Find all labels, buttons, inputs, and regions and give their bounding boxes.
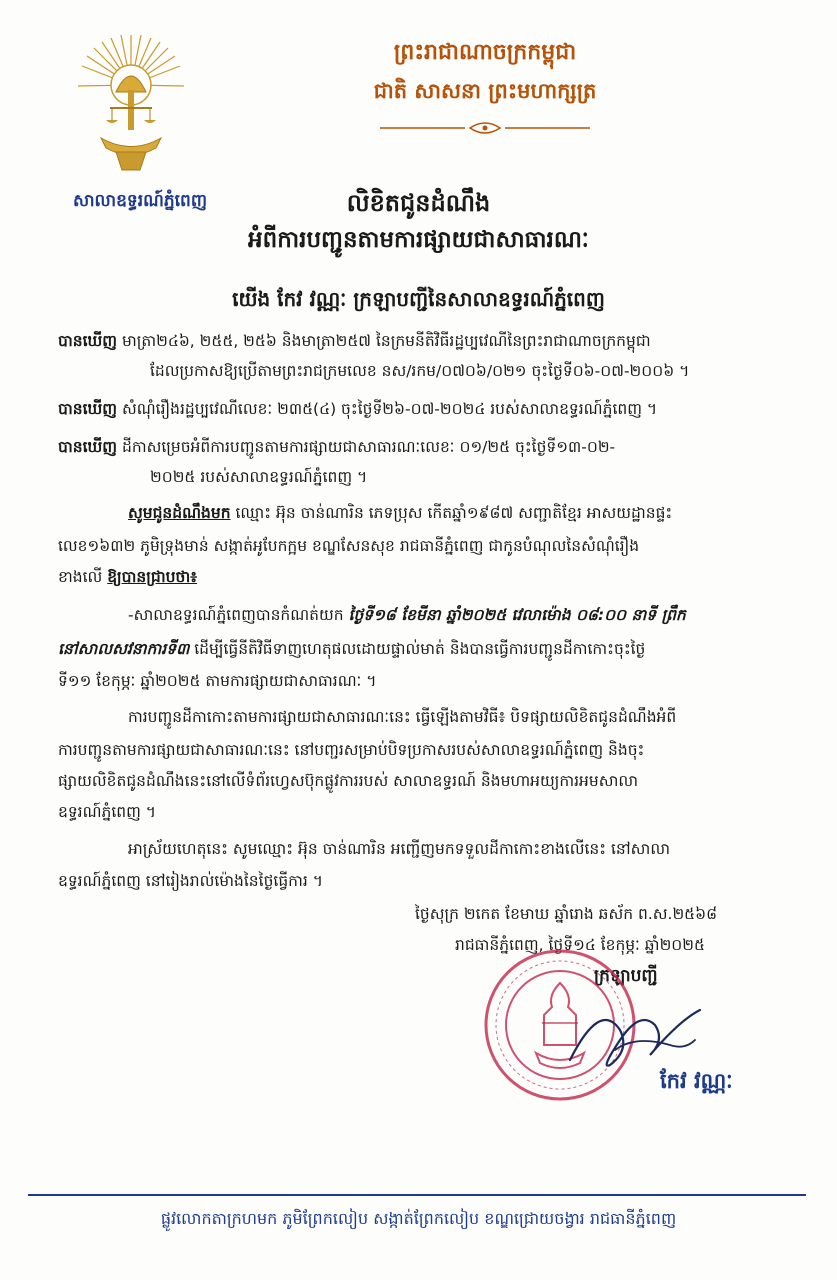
consideration-text: មាត្រា២៤៦, ២៥៥, ២៥៦ និងមាត្រា២៥៧ នៃក្រមនីតិវិធីរដ្ឋប្បវេណីនៃព្រះរាជាណាចក្រកម្ពុជា <box>121 332 651 350</box>
court-name: សាលាឧទ្ធរណ៍ភ្នំពេញ <box>72 191 208 211</box>
kingdom-heading: ព្រះរាជាណាចក្រកម្ពុជា <box>393 40 577 65</box>
notice-lead: សូមជូនដំណឹងមក <box>128 504 231 522</box>
consideration-text: សំណុំរឿងរដ្ឋប្បវេណីលេខៈ ២៣៥(៤) ចុះថ្ងៃទី២៦-០៧-២០២៤ របស់សាលាឧទ្ធរណ៍ភ្នំពេញ ។ <box>121 400 658 418</box>
consideration-lead: បានឃើញ <box>58 400 118 418</box>
closing-line-1: អាស្រ័យហេតុនេះ សូមឈ្មោះ អ៊ុន ចាន់ណារិន អញ្ជើញមកទទួលដីកាកោះខាងលើនេះ នៅសាលា <box>128 840 671 858</box>
notice-emphasis: ឱ្យបានជ្រាបថា៖ <box>107 568 198 586</box>
hearing-line-1 <box>128 604 686 627</box>
publication-line-1: ការបញ្ជូនដីកាកោះតាមការផ្សាយជាសាធារណៈនេះ ធ្វើឡើងតាមវិធី៖ បិទផ្សាយលិខិតជូនដំណឹងអំពី <box>128 708 677 726</box>
publication-line-4: ឧទ្ធរណ៍ភ្នំពេញ ។ <box>58 803 157 821</box>
notice-line-1 <box>128 502 672 525</box>
consideration-text: ដីកាសម្រេចអំពីការបញ្ជូនតាមការផ្សាយជាសាធារណៈលេខៈ ០១/២៥ ចុះថ្ងៃទី១៣-០២- <box>121 438 616 456</box>
handwritten-signature <box>560 990 710 1080</box>
justice-emblem-icon <box>76 30 186 180</box>
issuer-line: យើង កែវ វណ្ណៈ ក្រឡាបញ្ជីនៃសាលាឧទ្ធរណ៍ភ្នំពេញ <box>232 287 605 311</box>
hearing-text: -សាលាឧទ្ធរណ៍ភ្នំពេញបានកំណត់យក <box>128 606 349 624</box>
hearing-line-2 <box>58 638 645 661</box>
notice-text: ខាងលើ <box>58 568 108 586</box>
hearing-datetime: ថ្ងៃទី១៨ ខែមីនា ឆ្នាំ២០២៥ វេលាម៉ោង ០៨:០០ នាទី ព្រឹក <box>348 606 686 624</box>
document-subtitle: អំពីការបញ្ជូនតាមការផ្សាយជាសាធារណៈ <box>248 227 589 253</box>
footer-address: ផ្លូវលោកតាក្រហមក ភូមិព្រែកលៀប សង្កាត់ព្រែកលៀប ខណ្ឌជ្រោយចង្វារ រាជធានីភ្នំពេញ <box>160 1209 677 1228</box>
notice-line-2: លេខ១៦៣២ ភូមិទ្រុងមាន់ សង្កាត់អូបែកក្អម ខណ្ឌសែនសុខ រាជធានីភ្នំពេញ ជាកូនបំណុលនៃសំណុំរឿង <box>58 537 640 555</box>
publication-line-2: ការបញ្ជូនតាមការផ្សាយជាសាធារណៈនេះ នៅបញ្ជរសម្រាប់បិទប្រកាសរបស់សាលាឧទ្ធរណ៍ភ្នំពេញ និងចុះ <box>58 741 645 759</box>
consideration-3 <box>58 436 615 459</box>
lunar-date: ថ្ងៃសុក្រ ២កេត ខែមាឃ ឆ្នាំរោង ឆស័ក ព.ស.២៥៦៨ <box>415 905 718 923</box>
signatory-role: ក្រឡាបញ្ជី <box>594 966 658 986</box>
document-title: លិខិតជូនដំណឹង <box>346 189 491 217</box>
hearing-line-3: ទី១១ ខែកុម្ភៈ ឆ្នាំ២០២៥ តាមការផ្សាយជាសាធារណៈ ។ <box>58 672 377 690</box>
ornament-divider-icon <box>380 120 590 136</box>
consideration-2 <box>58 398 657 421</box>
hearing-text: ដើម្បីធ្វើនីតិវិធីទាញហេតុផលដោយផ្ទាល់មាត់ និងបានធ្វើការបញ្ជូនដីកាកោះចុះថ្ងៃ <box>189 640 646 658</box>
signatory-name: កែវ វណ្ណៈ <box>660 1069 733 1093</box>
solar-date: រាជធានីភ្នំពេញ, ថ្ងៃទី១៤ ខែកុម្ភៈ ឆ្នាំ២០២៥ <box>455 936 705 954</box>
consideration-1-cont: ដែលប្រកាសឱ្យប្រើតាមព្រះរាជក្រមលេខ នស/រកម/០៧០៦/០២១ ចុះថ្ងៃទី០៦-០៧-២០០៦ ។ <box>150 362 690 380</box>
national-motto: ជាតិ សាសនា ព្រះមហាក្សត្រ <box>373 79 597 103</box>
closing-line-2: ឧទ្ធរណ៍ភ្នំពេញ នៅរៀងរាល់ម៉ោងនៃថ្ងៃធ្វើការ ។ <box>58 872 323 890</box>
footer-divider <box>28 1194 806 1196</box>
publication-line-3: ផ្សាយលិខិតជូនដំណឹងនេះនៅលើទំព័រហ្វេសប៊ុកផ្លូវការរបស់ សាលាឧទ្ធរណ៍ និងមហាអយ្យការអមសាលា <box>58 772 639 790</box>
consideration-lead: បានឃើញ <box>58 438 118 456</box>
consideration-1 <box>58 330 651 353</box>
hearing-room: នៅសាលសវនាការទី៣ <box>58 640 190 658</box>
notice-text: ឈ្មោះ អ៊ុន ចាន់ណារិន ភេទប្រុស កើតឆ្នាំ១៩៨៧ សញ្ជាតិខ្មែរ អាសយដ្ឋានផ្ទះ <box>235 504 673 522</box>
consideration-3-cont: ២០២៥ របស់សាលាឧទ្ធរណ៍ភ្នំពេញ ។ <box>150 468 368 486</box>
consideration-lead: បានឃើញ <box>58 332 118 350</box>
notice-line-3 <box>58 566 197 589</box>
